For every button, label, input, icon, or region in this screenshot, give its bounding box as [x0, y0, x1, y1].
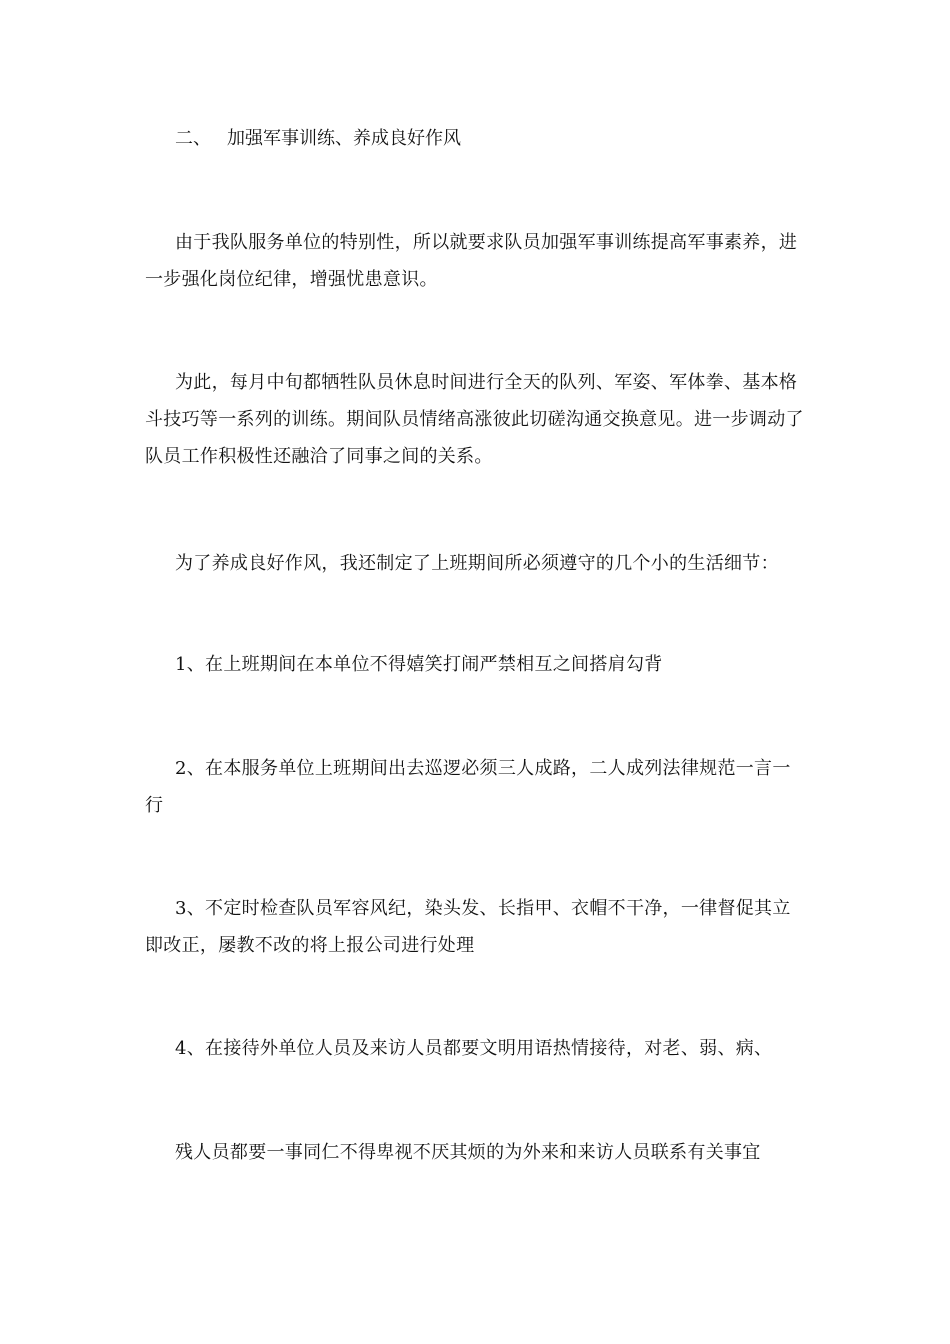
- rule-item-1: 1、在上班期间在本单位不得嬉笑打闹严禁相互之间搭肩勾背: [175, 654, 663, 675]
- rule-item-4-continued: 残人员都要一事同仁不得卑视不厌其烦的为外来和来访人员联系有关事宜: [175, 1142, 761, 1163]
- section-title: 加强军事训练、养成良好作风: [227, 128, 461, 149]
- rule-item-4: 4、在接待外单位人员及来访人员都要文明用语热情接待，对老、弱、病、: [175, 1038, 773, 1059]
- paragraph-training: 为此，每月中旬都牺牲队员休息时间进行全天的队列、军姿、军体拳、基本格斗技巧等一系列的训练。期间队员情绪高涨彼此切磋沟通交换意见。进一步调动了队员工作积极性还融洽了同事之间的关系。: [145, 372, 804, 467]
- section-number: 二、: [175, 128, 211, 149]
- rule-item-3: 3、不定时检查队员军容风纪，染头发、长指甲、衣帽不干净，一律督促其立即改正，屡教不改的将上报公司进行处理: [145, 898, 791, 956]
- rule-item-2: 2、在本服务单位上班期间出去巡逻必须三人成路，二人成列法律规范一言一行: [145, 758, 791, 816]
- paragraph-rules-intro: 为了养成良好作风，我还制定了上班期间所必须遵守的几个小的生活细节：: [175, 553, 779, 574]
- section-heading: [175, 120, 461, 157]
- paragraph-intro: 由于我队服务单位的特别性，所以就要求队员加强军事训练提高军事素养，进一步强化岗位纪律，增强忧患意识。: [145, 232, 798, 290]
